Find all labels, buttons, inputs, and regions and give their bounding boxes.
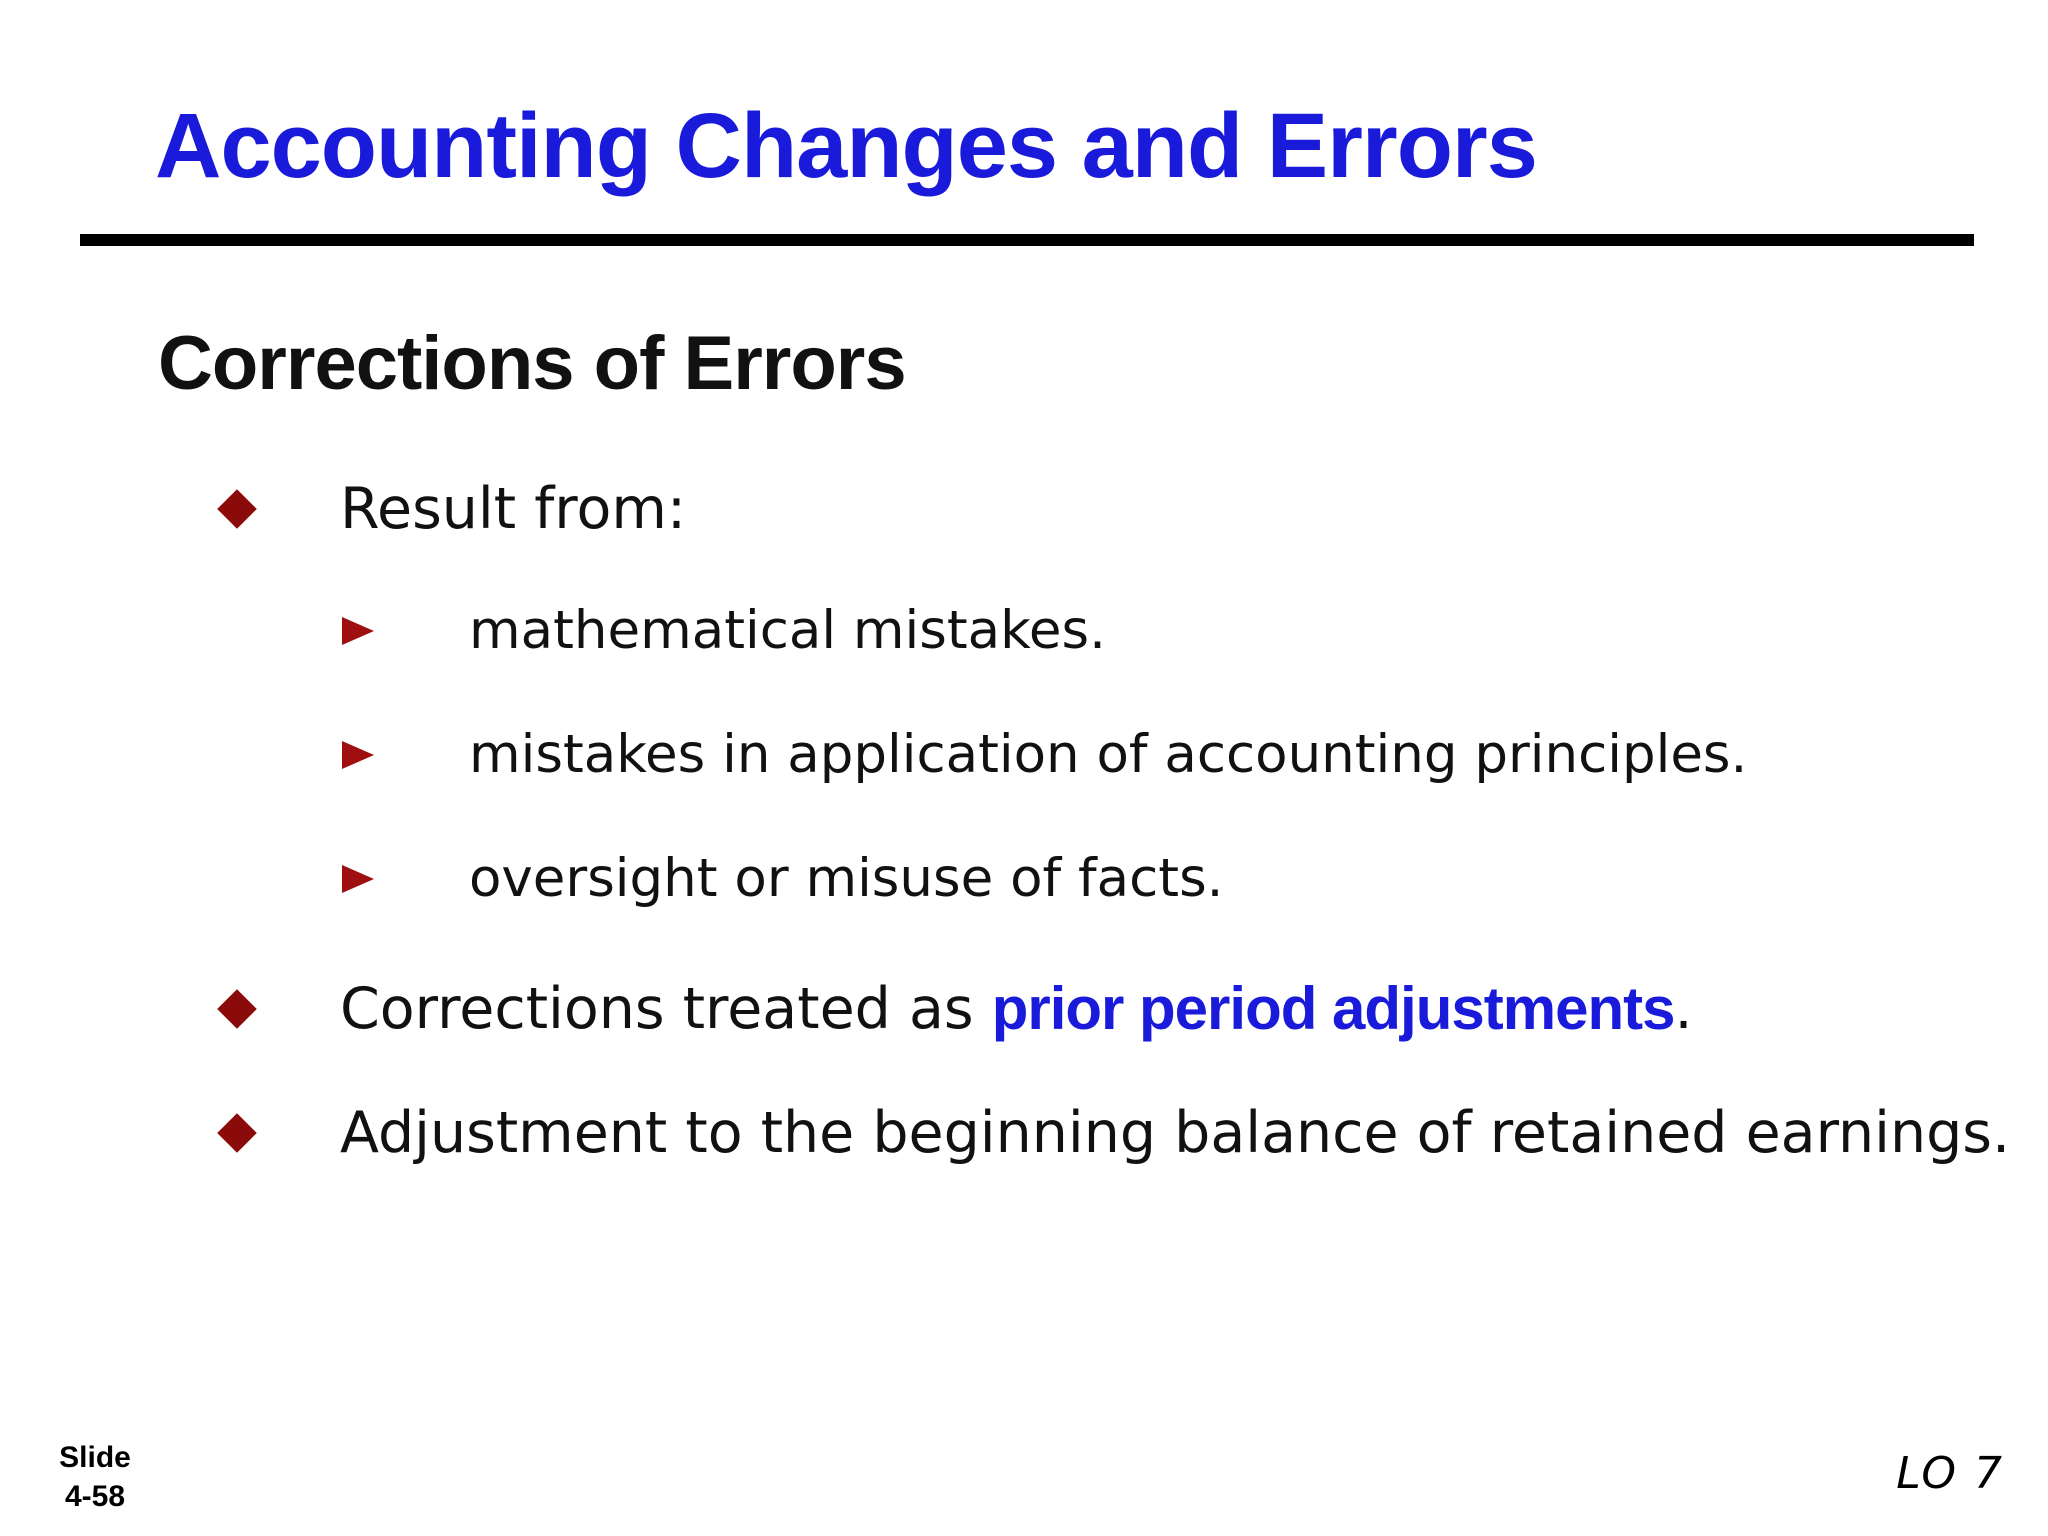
bullet-text-prefix: Corrections treated as: [340, 975, 992, 1042]
bullet-text-suffix: .: [1674, 975, 1693, 1042]
diamond-icon: [217, 989, 257, 1029]
learning-objective: LO 7: [1896, 1448, 2004, 1499]
sub-bullet-text: oversight or misuse of facts.: [469, 848, 1224, 909]
diamond-icon: [217, 1113, 257, 1153]
triangle-right-icon: [342, 741, 374, 769]
slide-subtitle: Corrections of Errors: [158, 321, 906, 406]
bullet-prior-period-adjustments: [212, 974, 1693, 1043]
title-divider: [80, 234, 1974, 246]
slide-number-value: 4-58: [64, 1480, 126, 1513]
highlight-term: prior period adjustments: [991, 975, 1675, 1042]
slide-number-label: Slide: [59, 1441, 131, 1474]
bullet-text: Adjustment to the beginning balance of retained earnings.: [340, 1100, 2011, 1166]
slide-title: Accounting Changes and Errors: [155, 95, 1537, 197]
sub-bullet-oversight: [342, 848, 1224, 909]
bullet-text: Result from:: [340, 476, 687, 542]
sub-bullet-text: mistakes in application of accounting principles.: [469, 724, 1748, 785]
sub-bullet-mathematical-mistakes: [342, 600, 1106, 661]
sub-bullet-text: mathematical mistakes.: [469, 600, 1106, 661]
bullet-result-from: [212, 476, 686, 542]
triangle-right-icon: [342, 617, 374, 645]
sub-bullet-application-mistakes: [342, 724, 1747, 785]
slide-number: [40, 1438, 150, 1516]
diamond-icon: [217, 489, 257, 529]
bullet-adjustment-retained-earnings: [212, 1100, 2010, 1166]
triangle-right-icon: [342, 865, 374, 893]
